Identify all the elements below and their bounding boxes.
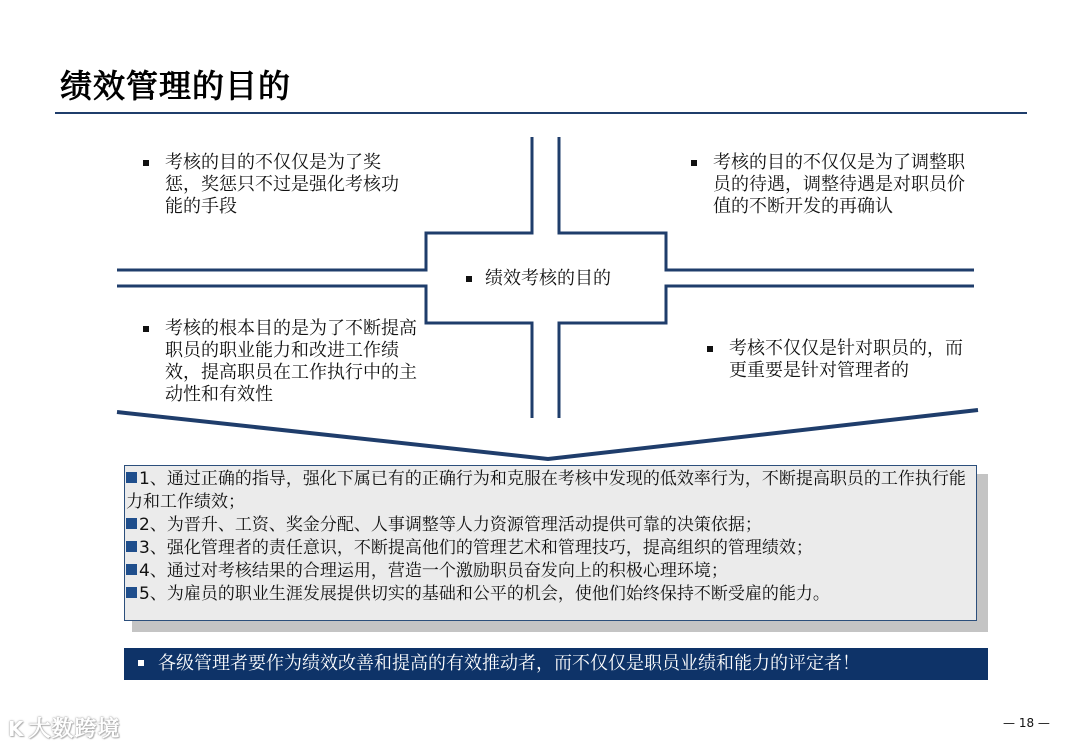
bullet-icon [143,160,149,166]
quadrant-top-left [143,152,413,218]
logo-text: 大数跨境 [28,717,121,742]
bullet-icon [143,326,149,332]
chevron-arrow [117,410,978,459]
logo-mark-icon: K [8,717,25,741]
bullet-icon [691,160,697,166]
bullet-icon [707,346,713,352]
square-bullet-icon [126,541,137,552]
center-label [466,268,611,290]
slide-title: 绩效管理的目的 [60,67,292,105]
summary-box [124,465,977,621]
quadrant-text: 考核的目的不仅仅是为了调整职员的待遇，调整待遇是对职员价值的不断开发的再确认 [713,152,965,217]
quadrant-top-right [691,152,971,218]
center-text: 绩效考核的目的 [485,268,611,289]
bullet-icon [466,276,472,282]
square-bullet-icon [126,518,137,529]
banner-text: 各级管理者要作为绩效改善和提高的有效推动者，而不仅仅是职员业绩和能力的评定者！ [158,653,860,674]
quadrant-bottom-left [143,318,433,406]
quadrant-bottom-right [707,338,967,382]
summary-item: 5、为雇员的职业生涯发展提供切实的基础和公平的机会，使他们始终保持不断受雇的能力。 [126,583,974,606]
quadrant-text: 考核的目的不仅仅是为了奖惩，奖惩只不过是强化考核功能的手段 [165,152,399,217]
summary-item: 4、通过对考核结果的合理运用，营造一个激励职员奋发向上的积极心理环境； [126,560,974,583]
square-bullet-icon [126,564,137,575]
summary-item: 2、为晋升、工资、奖金分配、人事调整等人力资源管理活动提供可靠的决策依据； [126,514,974,537]
bullet-icon [138,660,144,666]
quadrant-text: 考核不仅仅是针对职员的，而更重要是针对管理者的 [729,338,963,381]
square-bullet-icon [126,472,137,483]
watermark-logo [8,712,121,743]
summary-item: 3、强化管理者的责任意识，不断提高他们的管理艺术和管理技巧，提高组织的管理绩效； [126,537,974,560]
conclusion-banner [124,648,988,680]
summary-item: 1、通过正确的指导，强化下属已有的正确行为和克服在考核中发现的低效率行为，不断提高职员的工作执行能力和工作绩效； [126,469,966,512]
quadrant-text: 考核的根本目的是为了不断提高职员的职业能力和改进工作绩效，提高职员在工作执行中的主动性和有效性 [165,318,417,405]
square-bullet-icon [126,587,137,598]
page-number: — 18 — [1003,716,1050,730]
